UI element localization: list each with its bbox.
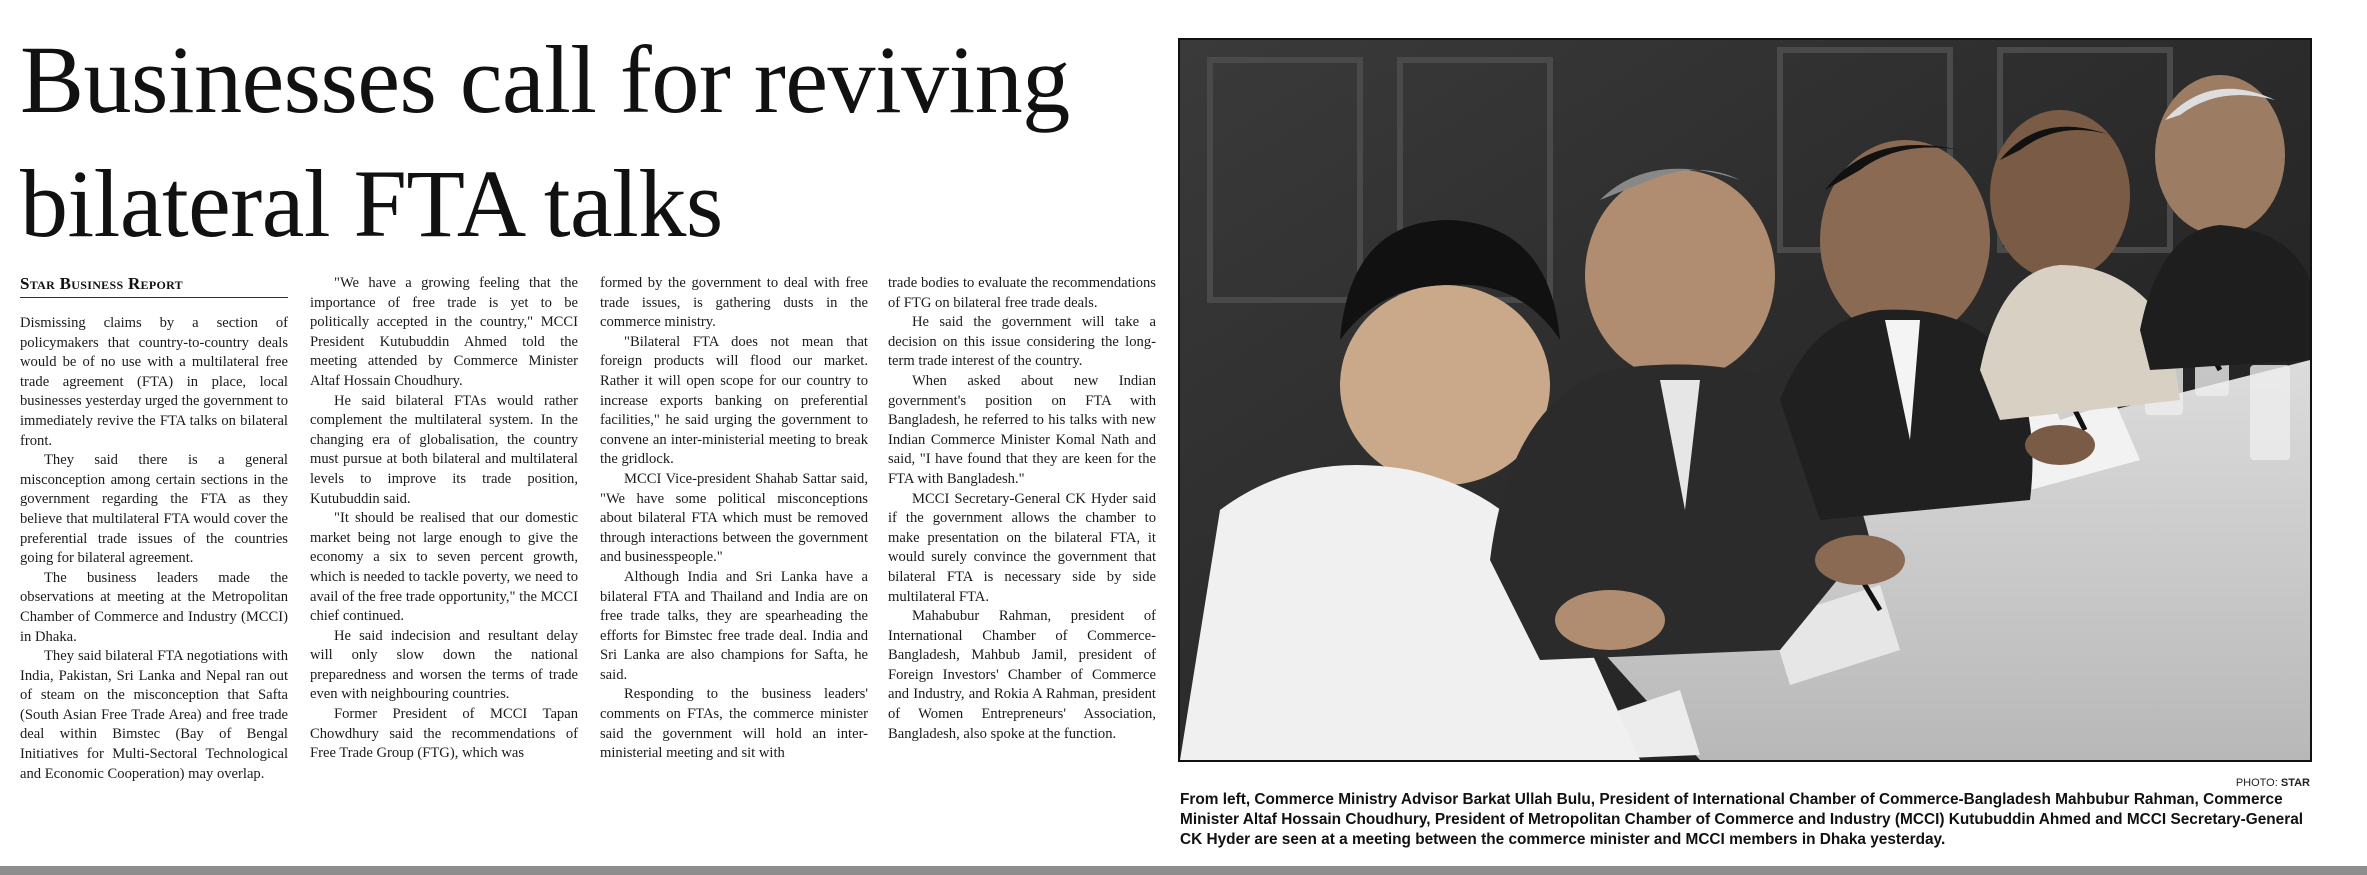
- paragraph: MCCI Vice-president Shahab Sattar said, "We have some political misconceptions about bilateral FTA which must be removed through interactions between the government and businesspeople.": [600, 470, 868, 566]
- paragraph: "It should be realised that our domestic market being not large enough to give the economy a six to seven percent growth, which is needed to tackle poverty, we need to avail of the free trade opportunity," the MCCI chief continued.: [310, 510, 578, 625]
- paragraph: They said there is a general misconception among certain sections in the government regarding the FTA as they believe that multilateral FTA would cover the preferential trade issues of the countries going for bilateral agreement.: [20, 452, 288, 567]
- photo-credit-label: PHOTO:: [2235, 777, 2278, 789]
- paragraph: Dismissing claims by a section of policymakers that country-to-country deals would be of no use with a multilateral free trade agreement (FTA) in place, local businesses yesterday urged the government to immediately revive the FTA talks on bilateral front.: [20, 315, 288, 449]
- paragraph: He said the government will take a decision on this issue considering the long-term trade interest of the country.: [888, 314, 1156, 370]
- paragraph: Although India and Sri Lanka have a bilateral FTA and Thailand and India are on free trade talks, they are spearheading the efforts for Bimstec free trade deal. India and Sri Lanka are also champions for Safta, he said.: [600, 568, 868, 683]
- paragraph: "Bilateral FTA does not mean that foreign products will flood our market. Rather it will open scope for our country to increase exports banking on preferential facilities," he said urging the government to convene an inter-ministerial meeting to break the gridlock.: [600, 333, 868, 468]
- photo-caption: From left, Commerce Ministry Advisor Barkat Ullah Bulu, President of International Chamber of Commerce-Bangladesh Mahbubur Rahman, Commerce Minister Altaf Hossain Choudhury, President of Metropolitan Chamber of Commerce and Industry (MCCI) Kutubuddin Ahmed and MCCI Secretary-General CK Hyder are seen at a meeting between the commerce minister and MCCI members in Dhaka yesterday.: [1180, 791, 2304, 848]
- paragraph: The business leaders made the observations at meeting at the Metropolitan Chamber of Commerce and Industry (MCCI) in Dhaka.: [20, 569, 288, 645]
- photo-credit-source: STAR: [2280, 777, 2310, 789]
- paragraph: "We have a growing feeling that the importance of free trade is yet to be politically accepted in the country," MCCI President Kutubuddin Ahmed told the meeting attended by Commerce Minister Altaf Hossain Choudhury.: [310, 275, 578, 389]
- paragraph: Mahabubur Rahman, president of International Chamber of Commerce-Bangladesh, Mahbub Jamil, president of Foreign Investors' Chamber of Commerce and Industry, and Rokia A Rahman, president of Women Entrepreneurs' Association, Bangladesh, also spoke at the function.: [888, 608, 1156, 742]
- paragraph: MCCI Secretary-General CK Hyder said if the government allows the chamber to make presentation on the bilateral FTA, it would surely convince the government that bilateral FTA is necessary side by side multilateral FTA.: [888, 490, 1156, 605]
- page-divider: [0, 866, 2367, 875]
- news-photo: [1178, 38, 2312, 762]
- paragraph: They said bilateral FTA negotiations with India, Pakistan, Sri Lanka and Nepal ran out of steam on the misconception that Safta (South Asian Free Trade Area) and free trade deal within Bimstec (Bay of Bengal Initiatives for Multi-Sectoral Technological and Economic Cooperation) may overlap.: [20, 648, 288, 782]
- paragraph: He said bilateral FTAs would rather complement the multilateral system. In the changing era of globalisation, the country must pursue at both bilateral and multilateral levels to improve its trade position, Kutubuddin said.: [310, 392, 578, 507]
- paragraph: trade bodies to evaluate the recommendations of FTG on bilateral free trade deals.: [888, 275, 1156, 311]
- paragraph: He said indecision and resultant delay will only slow down the national preparedness and worsen the terms of trade even with neighbouring countries.: [310, 627, 578, 703]
- article-column-3: [600, 274, 868, 764]
- photo-credit: [2180, 777, 2310, 789]
- article-column-1: [20, 314, 288, 784]
- paragraph: When asked about new Indian government's position on FTA with Bangladesh, he referred to his talks with new Indian Commerce Minister Komal Nath and said, "I have found that they are keen for the FTA with Bangladesh.": [888, 372, 1156, 487]
- paragraph: Responding to the business leaders' comments on FTAs, the commerce minister said the government will hold an inter-ministerial meeting and sit with: [600, 686, 868, 762]
- article-column-4: [888, 274, 1156, 744]
- paragraph: formed by the government to deal with free trade issues, is gathering dusts in the commerce ministry.: [600, 275, 868, 331]
- paragraph: Former President of MCCI Tapan Chowdhury said the recommendations of Free Trade Group (FTG), which was: [310, 706, 578, 762]
- headline: Businesses call for reviving bilateral FTA talks: [20, 26, 1070, 257]
- byline: Star Business Report: [20, 274, 288, 298]
- article-column-2: [310, 274, 578, 764]
